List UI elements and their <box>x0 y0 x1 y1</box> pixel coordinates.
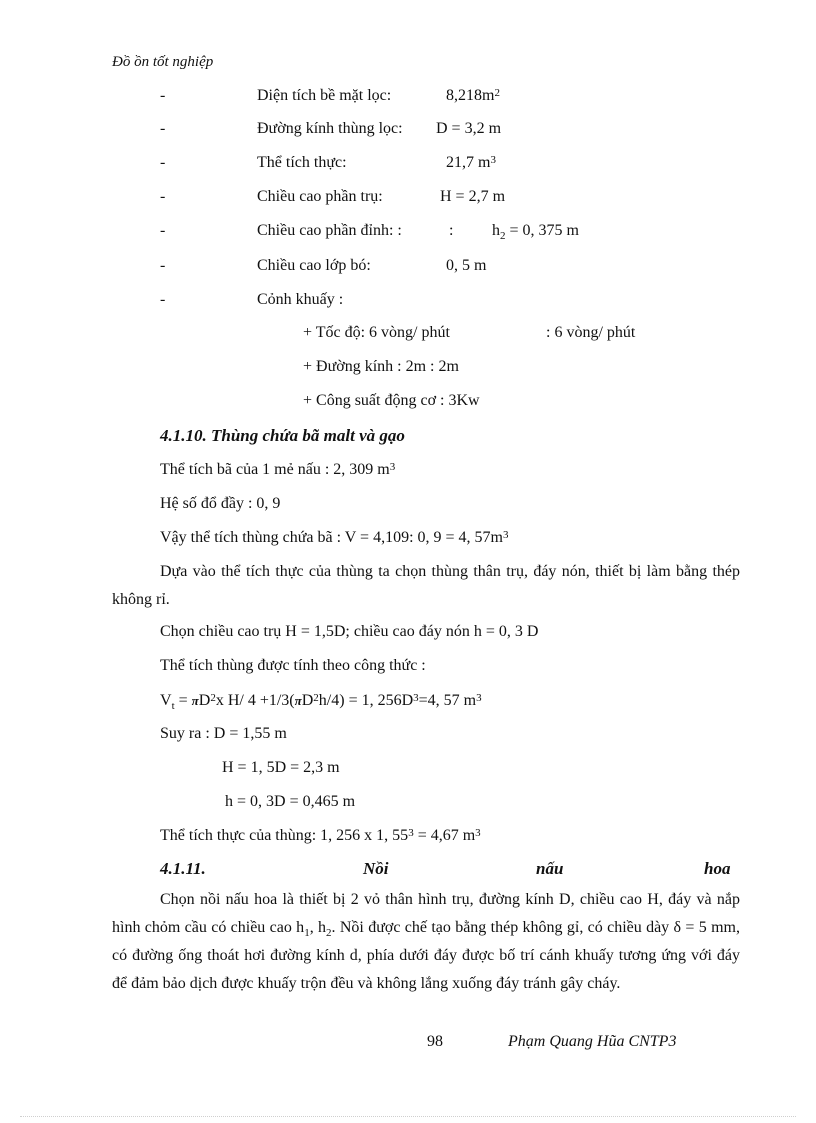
tank-volume-line: Vậy thể tích thùng chứa bã : V = 4,109: 0, 9 = 4, $57m^3$ <box>160 529 509 546</box>
pi-symbol: π <box>191 693 199 708</box>
stirrer-diameter: + Đường kính : 2m : 2m <box>303 358 459 375</box>
cooker-paragraph: Chọn nồi nấu hoa là thiết bị 2 vỏ thân hình trụ, đường kính D, chiều cao H, đáy và nắp hình chỏm cầu có chiều cao $h_1$, $h_2$. Nồi được chế tạo bằng thép không gỉ, có chiều dày δ = 5 mm, có đường ống thoát hơi đường kính d, phía dưới đáy được bố trí cánh khuấy tương ứng với đáy để đảm bảo dịch được khuấy trộn đều và không lắng xuống đáy tránh gây cháy. <box>112 891 740 992</box>
spec-value: $h_2 = 0$, 375 m <box>492 222 579 242</box>
spec-value: D = 3,2 m <box>436 120 502 137</box>
stirrer-speed-value: : 6 vòng/ phút <box>546 324 636 341</box>
spec-label: Chiều cao phần trụ: <box>257 188 383 205</box>
spec-value: 21,7 $m^3$ <box>446 154 496 171</box>
stirrer-speed: + Tốc độ: 6 vòng/ phút <box>303 324 450 341</box>
tank-choice-paragraph: Dựa vào thể tích thực của thùng ta chọn thùng thân trụ, đáy nón, thiết bị làm bằng thép không rỉ. <box>112 563 740 608</box>
section-heading-word: Nồi <box>363 859 389 878</box>
actual-volume-line: Thể tích thực của thùng: 1, 256 x 1, $55^3 = 4,67$ $m^3$ <box>160 827 481 844</box>
page-header: Đồ ồn tốt nghiệp <box>112 54 214 70</box>
volume-formula: $V_t = \pi D^2x$ H/ $4 +1/3(\pi D^2h/4) = 1$, $256D^3=4$, 57 $m^3$ <box>160 692 482 712</box>
stirrer-power: + Công suất động cơ : 3Kw <box>303 392 480 409</box>
residue-volume-line: Thể tích bã của 1 mẻ nấu : 2, 309 $m^3$ <box>160 461 396 478</box>
page-bottom-divider <box>20 1116 796 1117</box>
spec-colon: : <box>449 222 454 239</box>
spec-dash: - <box>160 291 166 308</box>
spec-label: Chiều cao phần đỉnh: : <box>257 222 402 239</box>
height-choice-line: Chọn chiều cao trụ H = 1,5D; chiều cao đáy nón h = 0, 3 D <box>160 623 539 640</box>
spec-label: Thể tích thực: <box>257 154 347 171</box>
spec-value: 0, 5 m <box>446 257 487 274</box>
page-number: 98 <box>427 1033 443 1050</box>
spec-label: Chiều cao lớp bó: <box>257 257 371 274</box>
footer-author: Phạm Quang Hũa CNTP3 <box>508 1033 677 1050</box>
spec-dash: - <box>160 257 166 274</box>
spec-label: Diện tích bề mặt lọc: <box>257 87 392 104</box>
spec-dash: - <box>160 188 166 205</box>
section-heading-word: hoa <box>704 859 731 878</box>
section-heading-4-1-11-number: 4.1.11. <box>160 859 206 878</box>
pi-symbol: π <box>294 693 302 708</box>
formula-intro: Thể tích thùng được tính theo công thức : <box>160 657 426 674</box>
spec-dash: - <box>160 120 166 137</box>
section-heading-4-1-10: 4.1.10. Thùng chứa bã malt và gạo <box>160 426 405 445</box>
cone-height-result: h = 0, 3D = 0,465 m <box>225 793 356 810</box>
section-heading-word: nấu <box>536 859 564 878</box>
spec-label: Cỏnh khuấy : <box>257 291 344 308</box>
spec-value: H = 2,7 m <box>440 188 506 205</box>
diameter-result: Suy ra : D = 1,55 m <box>160 725 287 742</box>
spec-dash: - <box>160 222 166 239</box>
spec-label: Đường kính thùng lọc: <box>257 120 403 137</box>
fill-factor-line: Hệ số đổ đầy : 0, 9 <box>160 495 281 512</box>
spec-dash: - <box>160 154 166 171</box>
spec-dash: - <box>160 87 166 104</box>
spec-value: $8,218m^2$ <box>446 87 500 104</box>
height-result: H = 1, 5D = 2,3 m <box>222 759 340 776</box>
